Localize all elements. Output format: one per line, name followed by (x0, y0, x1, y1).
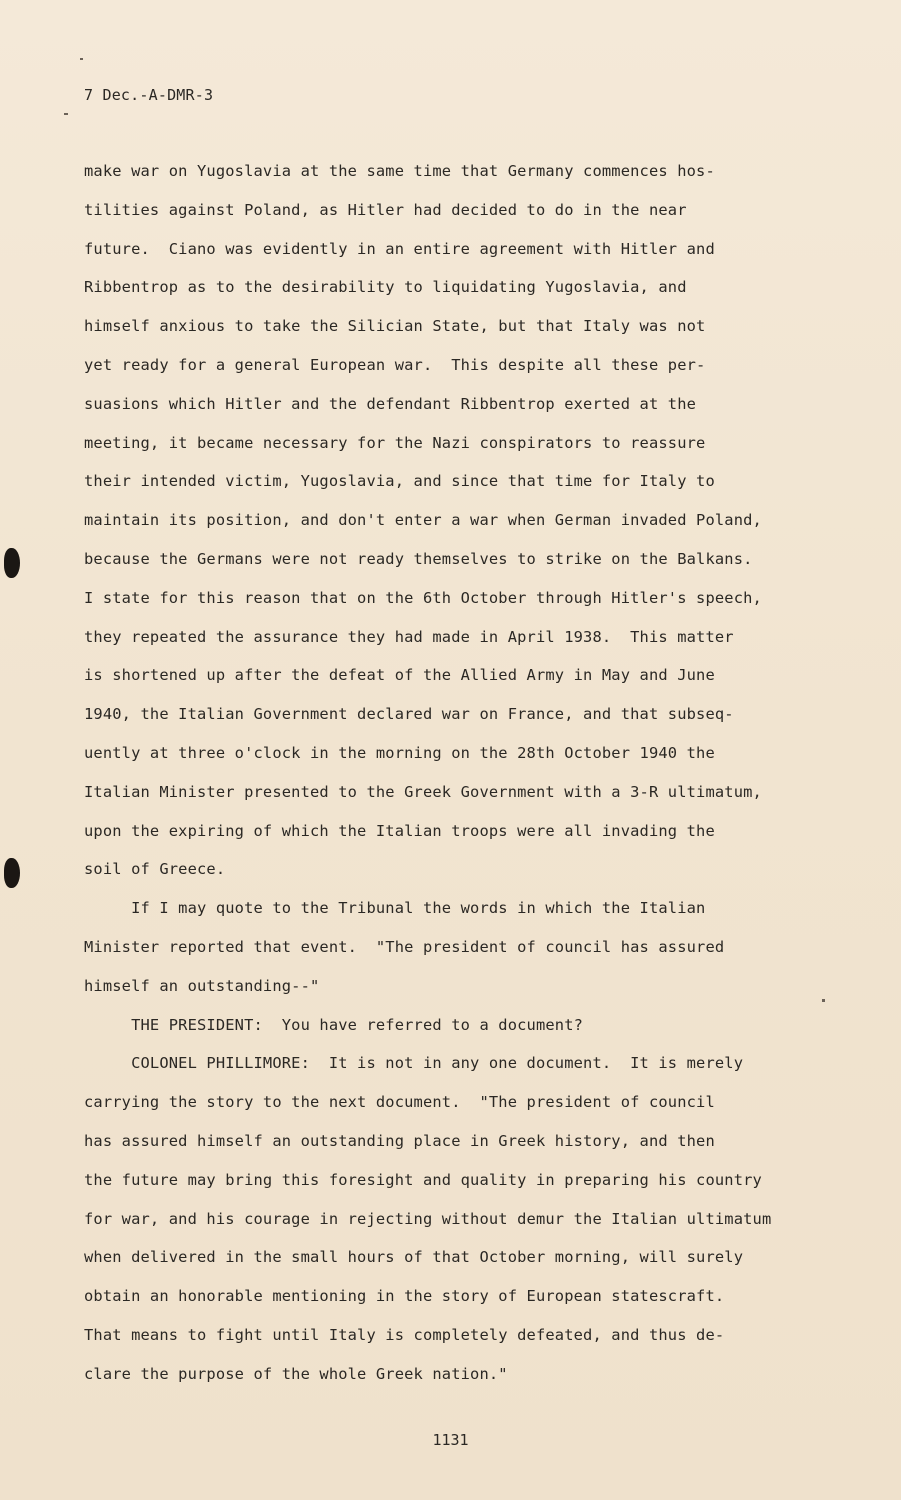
text-line: maintain its position, and don't enter a war when German invaded Poland, (84, 511, 762, 530)
text-line: meeting, it became necessary for the Nazi conspirators to reassure (84, 433, 706, 452)
text-line: I state for this reason that on the 6th October through Hitler's speech, (84, 588, 762, 607)
text-line: clare the purpose of the whole Greek nation." (84, 1364, 508, 1383)
text-line: their intended victim, Yugoslavia, and since that time for Italy to (84, 472, 715, 491)
text-line: 1940, the Italian Government declared war on France, and that subseq- (84, 705, 734, 724)
page-number: 1131 (432, 1431, 469, 1449)
text-line: yet ready for a general European war. This despite all these per- (84, 355, 706, 374)
text-line: when delivered in the small hours of that October morning, will surely (84, 1248, 744, 1267)
text-line: make war on Yugoslavia at the same time that Germany commences hos- (84, 162, 715, 180)
text-line: Minister reported that event. "The president of council has assured (84, 937, 725, 956)
document-body (84, 158, 804, 1400)
text-line: tilities against Poland, as Hitler had decided to do in the near (84, 200, 687, 219)
punch-hole-mark (4, 858, 20, 888)
text-line: That means to fight until Italy is completely defeated, and thus de- (84, 1325, 725, 1344)
text-line: uently at three o'clock in the morning on the 28th October 1940 the (84, 743, 715, 762)
text-line: they repeated the assurance they had made in April 1938. This matter (84, 627, 734, 646)
text-line: COLONEL PHILLIMORE: It is not in any one document. It is merely (84, 1054, 744, 1073)
text-line: Ribbentrop as to the desirability to liquidating Yugoslavia, and (84, 278, 687, 297)
text-line: suasions which Hitler and the defendant Ribbentrop exerted at the (84, 394, 697, 413)
text-line: upon the expiring of which the Italian troops were all invading the (84, 821, 715, 840)
text-line: future. Ciano was evidently in an entire agreement with Hitler and (84, 239, 715, 258)
text-line: himself an outstanding--" (84, 976, 320, 995)
text-line: obtain an honorable mentioning in the story of European statescraft. (84, 1287, 725, 1306)
margin-mark (80, 58, 83, 60)
text-line: is shortened up after the defeat of the Allied Army in May and June (84, 666, 715, 685)
margin-mark (822, 999, 825, 1002)
text-line: for war, and his courage in rejecting without demur the Italian ultimatum (84, 1209, 772, 1228)
text-line: has assured himself an outstanding place in Greek history, and then (84, 1131, 715, 1150)
text-line: If I may quote to the Tribunal the words in which the Italian (84, 899, 706, 918)
text-line: Italian Minister presented to the Greek Government with a 3-R ultimatum, (84, 782, 762, 801)
punch-hole-mark (4, 548, 20, 578)
page-header: 7 Dec.-A-DMR-3 (84, 86, 214, 104)
text-line: THE PRESIDENT: You have referred to a document? (84, 1015, 584, 1034)
text-line: the future may bring this foresight and quality in preparing his country (84, 1170, 762, 1189)
text-line: himself anxious to take the Silician State, but that Italy was not (84, 317, 706, 336)
text-line: carrying the story to the next document. "The president of council (84, 1093, 715, 1112)
text-line: soil of Greece. (84, 860, 226, 879)
margin-mark (64, 113, 68, 115)
text-line: because the Germans were not ready themselves to strike on the Balkans. (84, 549, 753, 568)
